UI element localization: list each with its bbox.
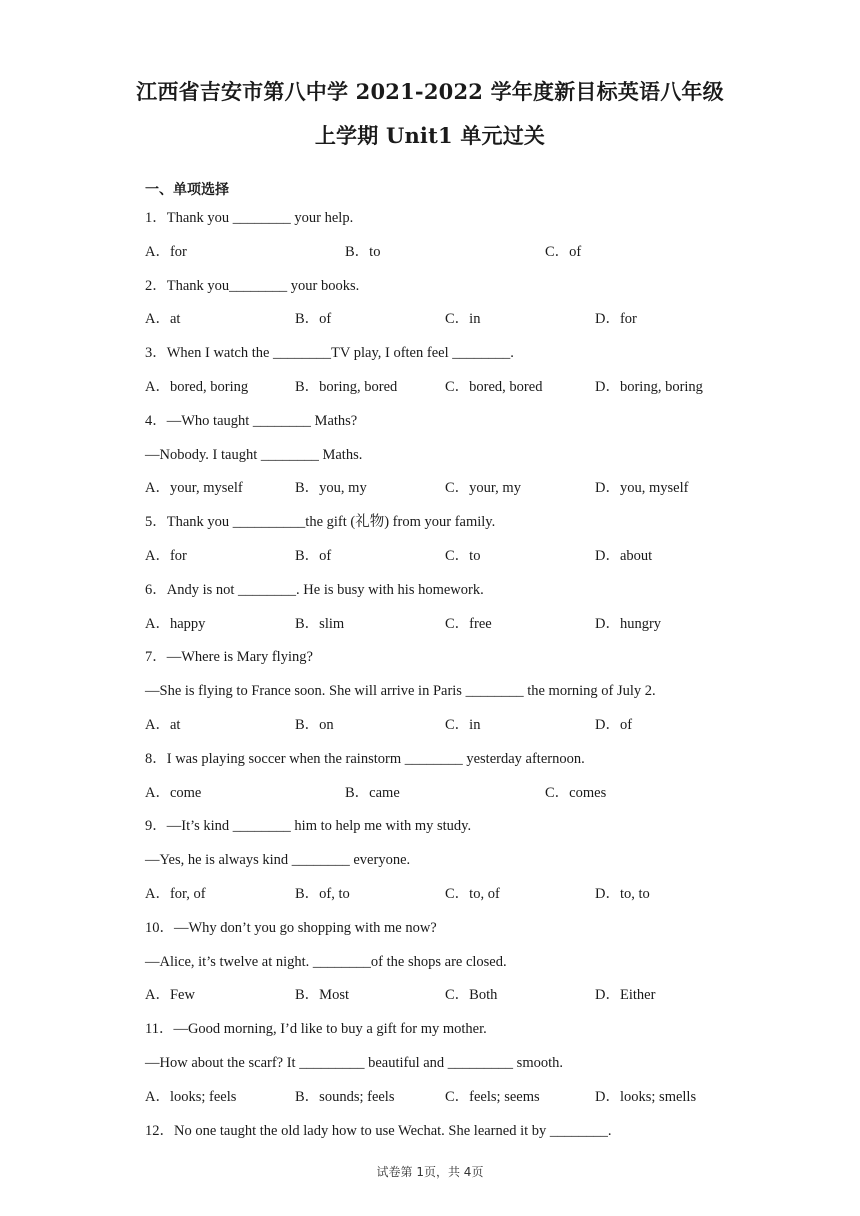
answer-options [145,613,745,647]
question-list [145,207,745,1153]
answer-option[interactable]: C．in [445,716,481,733]
page-footer: 试卷第 1页，共 4页 [376,1165,484,1179]
question-stem: 4．—Who taught ________ Maths? [145,412,358,429]
question-stem: 10．—Why don’t you go shopping with me now? [145,919,437,936]
answer-options [145,477,745,511]
answer-option[interactable]: C．Both [445,987,498,1004]
question-dialogue-line: —How about the scarf? It _________ beautiful and _________ smooth. [145,1054,564,1071]
answer-option[interactable]: B．came [345,784,400,801]
answer-options [145,714,745,748]
answer-option[interactable]: B．slim [295,615,345,632]
answer-option[interactable]: D．about [595,547,653,564]
answer-option[interactable]: D．to, to [595,885,650,902]
question-item [145,410,745,511]
answer-option[interactable]: B．sounds; feels [295,1088,395,1105]
answer-option[interactable]: A．at [145,311,181,328]
question-stem: 5．Thank you __________the gift (礼物) from your family. [145,514,496,531]
question-dialogue-line: —She is flying to France soon. She will arrive in Paris ________ the morning of July 2. [145,683,656,700]
answer-option[interactable]: D．Either [595,987,656,1004]
answer-option[interactable]: B．Most [295,987,349,1004]
question-item [145,646,745,747]
question-item [145,748,745,816]
answer-option[interactable]: C．your, my [445,480,521,497]
section-heading: 一、单项选择 [145,182,229,198]
question-item [145,207,745,275]
answer-option[interactable]: D．for [595,311,637,328]
answer-option[interactable]: D．hungry [595,615,662,632]
answer-option[interactable]: C．of [545,243,582,260]
answer-option[interactable]: A．at [145,716,181,733]
answer-option[interactable]: C．free [445,615,492,632]
answer-option[interactable]: A．for [145,243,187,260]
question-stem: 11．—Good morning, I’d like to buy a gift for my mother. [145,1021,487,1038]
answer-options [145,376,745,410]
answer-options [145,984,745,1018]
question-item [145,917,745,1018]
answer-option[interactable]: C．comes [545,784,607,801]
question-item [145,1018,745,1119]
answer-option[interactable]: B．of [295,547,332,564]
question-item [145,579,745,647]
answer-option[interactable]: A．bored, boring [145,378,249,395]
question-stem: 7．—Where is Mary flying? [145,649,313,666]
answer-option[interactable]: A．your, myself [145,480,243,497]
question-item [145,815,745,916]
answer-option[interactable]: B．you, my [295,480,367,497]
question-item [145,275,745,343]
answer-option[interactable]: B．on [295,716,334,733]
question-item [145,342,745,410]
answer-option[interactable]: C．in [445,311,481,328]
answer-options [145,782,745,816]
question-stem: 8．I was playing soccer when the rainstorm ________ yesterday afternoon. [145,750,585,767]
question-dialogue-line: —Yes, he is always kind ________ everyone. [145,852,411,869]
answer-options [145,883,745,917]
answer-option[interactable]: A．happy [145,615,206,632]
answer-option[interactable]: C．bored, bored [445,378,543,395]
answer-option[interactable]: D．looks; smells [595,1088,697,1105]
answer-option[interactable]: A．looks; feels [145,1088,237,1105]
question-dialogue-line: —Alice, it’s twelve at night. ________of the shops are closed. [145,953,507,970]
answer-option[interactable]: B．of [295,311,332,328]
question-stem: 3．When I watch the ________TV play, I often feel ________. [145,345,514,362]
question-stem: 12．No one taught the old lady how to use Wechat. She learned it by ________. [145,1122,612,1139]
question-item [145,511,745,579]
answer-option[interactable]: A．Few [145,987,195,1004]
answer-option[interactable]: C．to [445,547,481,564]
answer-option[interactable]: D．boring, boring [595,378,703,395]
answer-option[interactable]: C．to, of [445,885,500,902]
answer-options [145,1086,745,1120]
answer-option[interactable]: B．of, to [295,885,350,902]
answer-option[interactable]: A．for, of [145,885,206,902]
answer-option[interactable]: A．come [145,784,202,801]
answer-option[interactable]: D．you, myself [595,480,689,497]
document-title-line2: 上学期 Unit1 单元过关 [314,123,546,148]
question-stem: 6．Andy is not ________. He is busy with his homework. [145,581,484,598]
question-stem: 2．Thank you________ your books. [145,277,360,294]
question-item [145,1120,745,1154]
answer-option[interactable]: C．feels; seems [445,1088,540,1105]
document-title-line1: 江西省吉安市第八中学 2021-2022 学年度新目标英语八年级 [136,79,724,104]
question-stem: 9．—It’s kind ________ him to help me with my study. [145,818,472,835]
answer-option[interactable]: A．for [145,547,187,564]
answer-options [145,241,745,275]
answer-options [145,308,745,342]
answer-option[interactable]: B．boring, bored [295,378,398,395]
answer-option[interactable]: D．of [595,716,633,733]
answer-options [145,545,745,579]
question-dialogue-line: —Nobody. I taught ________ Maths. [145,446,363,463]
question-stem: 1．Thank you ________ your help. [145,210,354,226]
answer-option[interactable]: B．to [345,243,381,260]
